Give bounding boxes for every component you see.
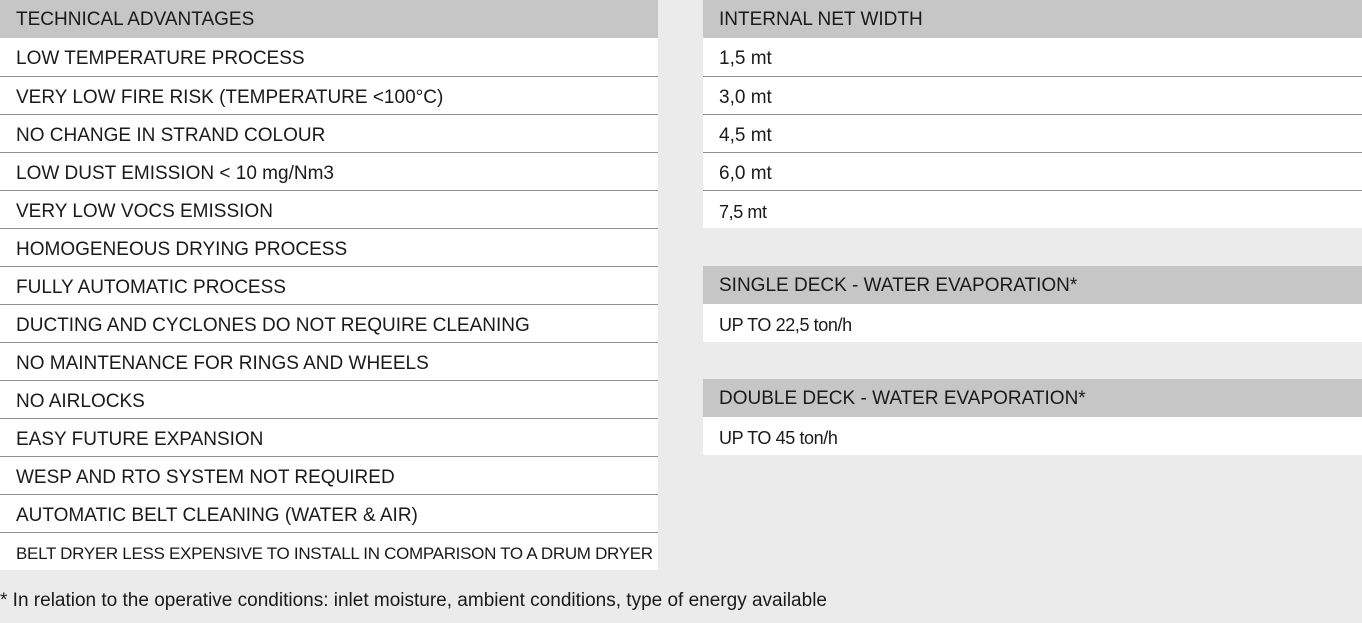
table-row: VERY LOW VOCS EMISSION [0,190,658,228]
single-deck-value: UP TO 22,5 ton/h [703,304,1362,342]
technical-advantages-table [0,0,658,570]
table-row: HOMOGENEOUS DRYING PROCESS [0,228,658,266]
internal-net-width-table [703,0,1362,228]
table-row: NO AIRLOCKS [0,380,658,418]
table-row: LOW TEMPERATURE PROCESS [0,38,658,76]
table-row: LOW DUST EMISSION < 10 mg/Nm3 [0,152,658,190]
double-deck-header: DOUBLE DECK - WATER EVAPORATION* [703,379,1362,417]
table-row: AUTOMATIC BELT CLEANING (WATER & AIR) [0,494,658,532]
table-row: NO MAINTENANCE FOR RINGS AND WHEELS [0,342,658,380]
table-row: WESP AND RTO SYSTEM NOT REQUIRED [0,456,658,494]
table-row: 6,0 mt [703,152,1362,190]
single-deck-header: SINGLE DECK - WATER EVAPORATION* [703,266,1362,304]
table-row: DUCTING AND CYCLONES DO NOT REQUIRE CLEANING [0,304,658,342]
table-row: 3,0 mt [703,76,1362,114]
table-row: NO CHANGE IN STRAND COLOUR [0,114,658,152]
table-row: BELT DRYER LESS EXPENSIVE TO INSTALL IN COMPARISON TO A DRUM DRYER [0,532,658,570]
table-row: 4,5 mt [703,114,1362,152]
table-row: 7,5 mt [703,190,1362,228]
table-row: 1,5 mt [703,38,1362,76]
single-deck-table [703,266,1362,342]
footnote: * In relation to the operative conditions: inlet moisture, ambient conditions, type of energy available [0,590,827,611]
double-deck-value: UP TO 45 ton/h [703,417,1362,455]
table-row: EASY FUTURE EXPANSION [0,418,658,456]
technical-advantages-header: TECHNICAL ADVANTAGES [0,0,658,38]
double-deck-table [703,379,1362,455]
internal-net-width-header: INTERNAL NET WIDTH [703,0,1362,38]
table-row: VERY LOW FIRE RISK (TEMPERATURE <100°C) [0,76,658,114]
table-row: FULLY AUTOMATIC PROCESS [0,266,658,304]
